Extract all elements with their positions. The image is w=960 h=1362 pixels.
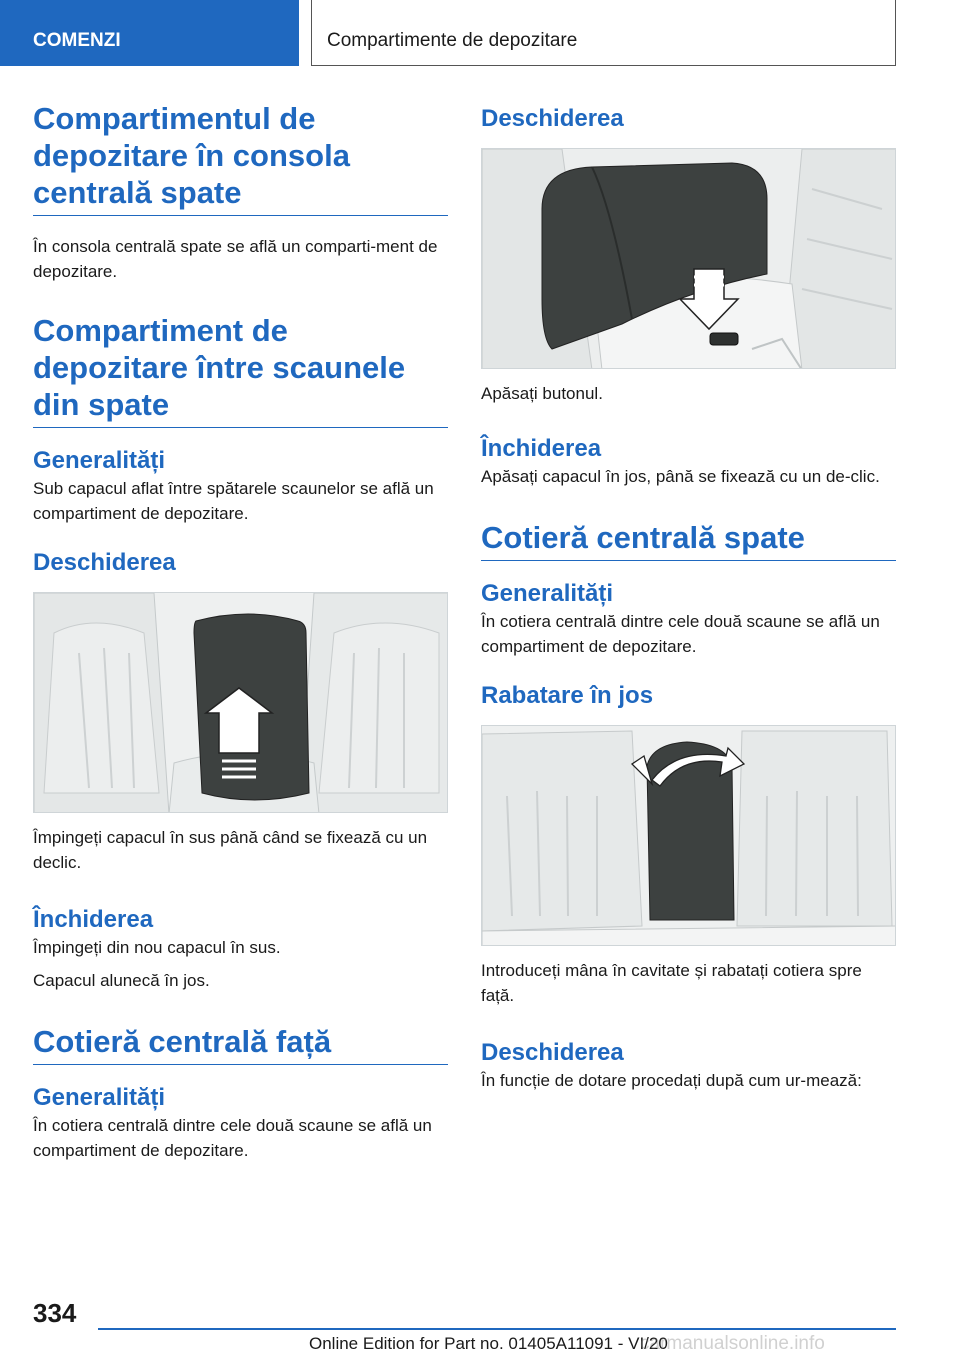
paragraph-general-rear: În cotiera centrală dintre cele două scaune se află un compartiment de depozitare.: [481, 612, 880, 656]
paragraph-general-front: În cotiera centrală dintre cele două scaune se află un compartiment de depozitare.: [33, 1116, 432, 1160]
paragraph-rear-console: În consola centrală spate se află un comparti-ment de depozitare.: [33, 237, 438, 281]
right-column: [481, 104, 896, 1093]
heading-rear-armrest: Cotieră centrală spate: [481, 519, 896, 561]
chapter-title: Compartimente de depozitare: [311, 0, 896, 66]
footer-divider: [98, 1328, 896, 1330]
paragraph-close-2: Capacul alunecă în jos.: [33, 971, 210, 990]
heading-storage-between-seats: Compartiment de depozitare între scaunele din spate: [33, 312, 448, 428]
section-tab[interactable]: COMENZI: [0, 0, 299, 66]
heading-rear-console-storage: Compartimentul de depozitare în consola centrală spate: [33, 100, 448, 216]
watermark: carmanualsonline.info: [640, 1333, 825, 1354]
heading-general-front: Generalități: [33, 1084, 166, 1111]
figure-seat-storage-push-up: [33, 592, 448, 813]
heading-opening-console: Deschiderea: [481, 105, 624, 132]
heading-general-rear: Generalități: [481, 580, 614, 607]
edition-text: Online Edition for Part no. 01405A11091 - VI/20: [309, 1334, 668, 1353]
heading-fold-down: Rabatare în jos: [481, 682, 654, 709]
figure-console-press-button: [481, 148, 896, 369]
figure-rear-armrest-fold: [481, 725, 896, 946]
heading-general: Generalități: [33, 447, 166, 474]
heading-closing: Închiderea: [33, 906, 154, 933]
footer: [33, 1298, 76, 1329]
heading-closing-console: Închiderea: [481, 435, 602, 462]
paragraph-close-1: Împingeți din nou capacul în sus.: [33, 938, 281, 957]
paragraph-close-console: Apăsați capacul în jos, până se fixează cu un de-clic.: [481, 467, 880, 486]
paragraph-fold-down: Introduceți mâna în cavitate și rabatați cotiera spre față.: [481, 961, 862, 1005]
heading-front-armrest: Cotieră centrală față: [33, 1023, 448, 1065]
paragraph-press-button: Apăsați butonul.: [481, 384, 603, 403]
page-number: 334: [33, 1298, 77, 1328]
heading-opening-rear: Deschiderea: [481, 1039, 624, 1066]
left-column: [33, 100, 448, 1163]
paragraph-general: Sub capacul aflat între spătarele scaunelor se află un compartiment de depozitare.: [33, 479, 434, 523]
heading-opening: Deschiderea: [33, 549, 176, 576]
paragraph-open-rear: În funcție de dotare procedați după cum ur-mează:: [481, 1071, 862, 1090]
paragraph-push-up: Împingeți capacul în sus până când se fixează cu un declic.: [33, 828, 428, 872]
